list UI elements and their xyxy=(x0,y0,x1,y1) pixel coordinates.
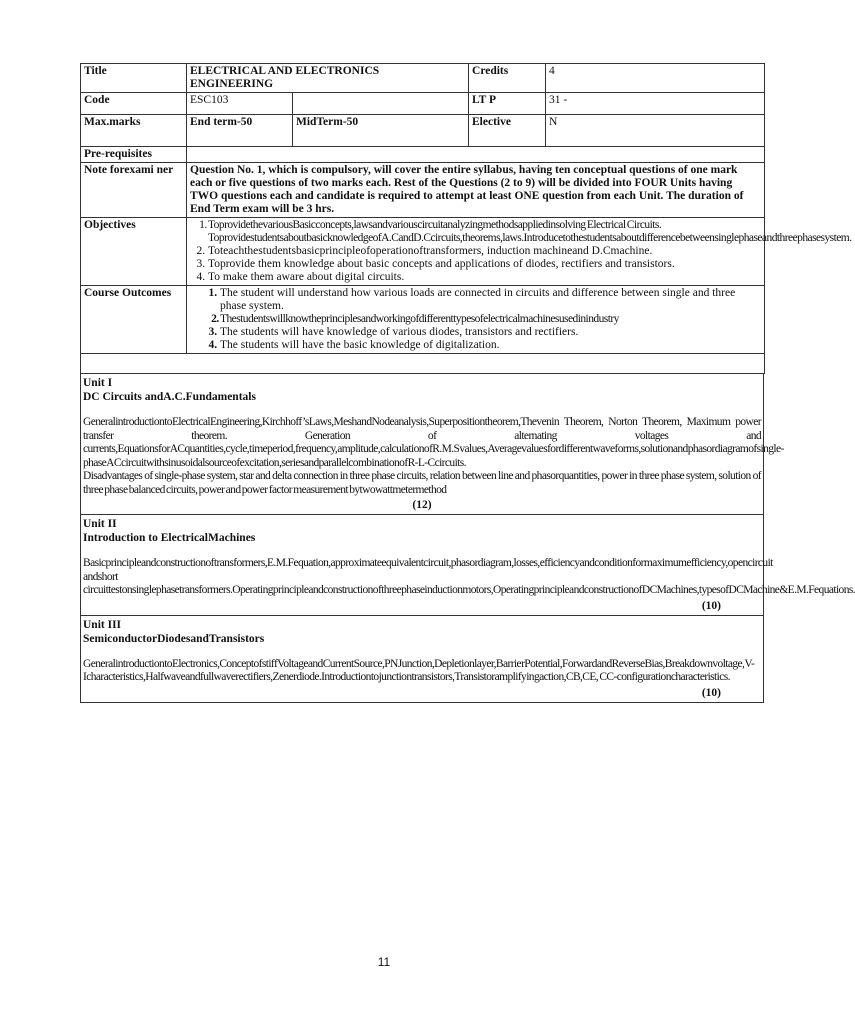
unit-hours: (12) xyxy=(412,499,432,511)
objective-item: 2. Toteachthestudentsbasicprincipleofoperationoftransformers, induction machineand D.Cmachine. xyxy=(208,245,761,258)
elective-label: Elective xyxy=(469,115,546,147)
prereq-row xyxy=(81,147,765,163)
endterm-value: End term-50 xyxy=(187,115,293,147)
spacer-cell xyxy=(81,354,765,374)
outcome-item: 3. The students will have knowledge of various diodes, transistors and rectifiers. xyxy=(220,326,761,339)
outcome-item: 1. The student will understand how various loads are connected in circuits and difference between single and three phase system. xyxy=(220,287,761,313)
outcome-item: 4. The students will have the basic knowledge of digitalization. xyxy=(220,339,761,352)
objective-item: 4. To make them aware about digital circuits. xyxy=(208,271,761,284)
unit-title: Introduction to ElectricalMachines xyxy=(83,532,256,544)
outcome-item: 2. Thestudentswillknowtheprinciplesandworkingofdifferenttypesofelectricalmachinesusedinindustry xyxy=(220,313,761,326)
outcomes-row xyxy=(81,286,765,354)
objectives-row xyxy=(81,218,765,286)
ltp-value: 31 - xyxy=(546,93,765,115)
title-value: ELECTRICAL AND ELECTRONICS ENGINEERING xyxy=(187,64,469,93)
unit-hours: (10) xyxy=(701,686,721,699)
page-number: 11 xyxy=(377,955,391,969)
objective-item: 3. Toprovide them knowledge about basic concepts and applications of diodes, rectifiers and transistors. xyxy=(208,258,761,271)
unit-number: Unit I xyxy=(83,377,113,389)
title-label: Title xyxy=(81,64,187,93)
code-value: ESC103 xyxy=(187,93,293,115)
unit-paragraph: Basicprincipleandconstructionoftransformers,E.M.Fequation,approximateequivalentcircuit,phasordiagram,losses,efficiencyandconditionformaximumefficiency,opencircuit andshort circuittestonsinglephasetransformers.Operatingprincipleandconstructionofthreephaseinductionmotors,OperatingprincipleandconstructionofDCMachines,typesofDCMachine&E.M.Fequations. xyxy=(83,557,855,596)
outcomes-label: Course Outcomes xyxy=(81,286,187,354)
maxmarks-label: Max.marks xyxy=(81,115,187,147)
unit-paragraph: GeneralintroductiontoElectricalEngineering,Kirchhoff’sLaws,MeshandNodeanalysis,Superpositiontheorem,Thevenin Theorem, Norton Theorem, Maximum power transfer theorem. Generation of alternating voltages and currents,EquationsforACquantities,cycle,timeperiod,frequency,amplitude,calculationofR.M.Svalues,Averagevaluesfordifferentwaveforms,solutionandphasordiagramofsingle-phaseACcircuitwithsinusoidalsourceofexcitation,seriesandparallelcombinationofR-L-Ccircuits. xyxy=(83,416,784,469)
unit-number: Unit II xyxy=(83,518,117,530)
syllabus-sheet xyxy=(80,63,855,703)
title-row xyxy=(81,64,765,93)
objectives-cell xyxy=(187,218,852,286)
unit-title: SemiconductorDiodesandTransistors xyxy=(83,632,265,645)
note-row xyxy=(81,163,765,218)
note-label: Note forexami ner xyxy=(81,163,187,218)
ltp-label: LT P xyxy=(469,93,546,115)
unit-number: Unit III xyxy=(83,618,122,631)
code-label: Code xyxy=(81,93,187,115)
course-info-table xyxy=(80,63,852,374)
unit-hours: (10) xyxy=(701,599,721,612)
prereq-label: Pre-requisites xyxy=(81,147,187,163)
objective-item: 1. ToprovidethevariousBasicconcepts,lawsandvariouscircuitanalyzingmethodsappliedinsolving Electrical Circuits. ToprovidestudentsaboutbasicknowledgeofA.CandD.Ccircuits,theorems,laws.Introducetothestudentsaboutdifferencebetweensinglephaseandthreephasesystem. xyxy=(208,219,761,245)
elective-value: N xyxy=(546,115,765,147)
credits-label: Credits xyxy=(469,64,546,93)
prereq-value xyxy=(187,147,765,163)
note-text: Question No. 1, which is compulsory, will cover the entire syllabus, having ten conceptual questions of one mark each or five questions of two marks each. Rest of the Questions (2 to 9) will be divided into FOUR Units having TWO questions each and candidate is required to attempt at least ONE question from each Unit. The duration of End Term exam will be 3 hrs. xyxy=(187,163,765,218)
code-row xyxy=(81,93,765,115)
unit-paragraph: Disadvantages of single-phase system, star and delta connection in three phase circuits, relation between line and phasorquantities, power in three phase system, solution of three phase balanced circuits, power and power factor measurement bytwowattmetermethod xyxy=(83,470,761,496)
marks-row xyxy=(81,115,765,147)
unit-2 xyxy=(80,515,855,616)
code-empty-cell xyxy=(293,93,469,115)
outcomes-cell xyxy=(187,286,765,354)
spacer-row xyxy=(81,354,765,374)
unit-title: DC Circuits andA.C.Fundamentals xyxy=(83,391,256,403)
objectives-list xyxy=(190,219,852,284)
credits-value: 4 xyxy=(546,64,765,93)
outcomes-list xyxy=(190,287,761,352)
unit-1 xyxy=(80,374,784,515)
unit-3 xyxy=(80,616,764,703)
unit-paragraph: GeneralintroductiontoElectronics,ConceptofstiffVoltageandCurrentSource,PNJunction,Depletionlayer,BarrierPotential,ForwardandReverseBias,Breakdownvoltage,V-Icharacteristics,Halfwaveandfullwaverectifiers,Zenerdiode.Introductiontojunctiontransistors,Transistoramplifyingaction,CB,CE, CC-configurationcharacteristics. xyxy=(83,657,755,683)
objectives-label: Objectives xyxy=(81,218,187,286)
midterm-value: MidTerm-50 xyxy=(293,115,469,147)
